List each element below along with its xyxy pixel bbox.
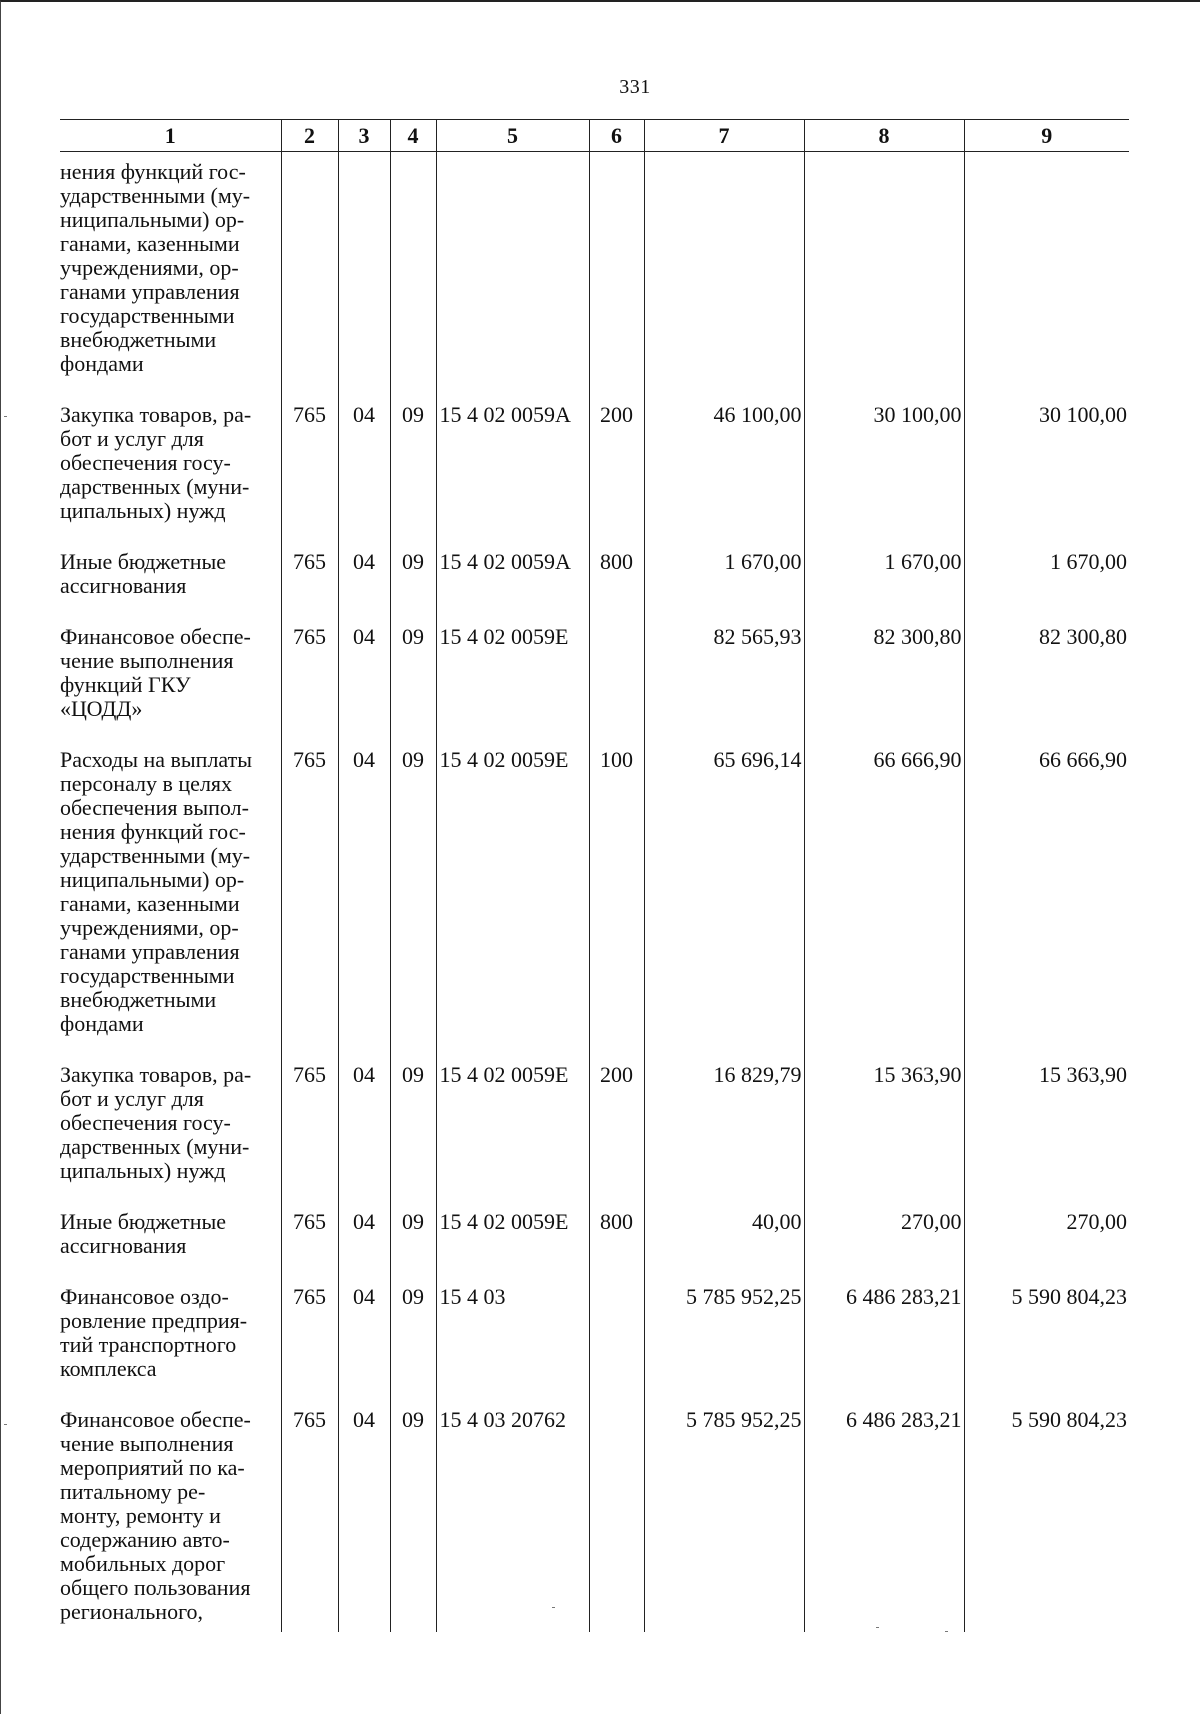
row-expense-type: 800 bbox=[589, 545, 644, 620]
row-amount-col7: 5 785 952,25 bbox=[644, 1403, 804, 1632]
row-target-article: 15 4 02 0059Е bbox=[436, 743, 589, 1058]
row-description: Финансовое обеспе- чение выполнения мероприятий по ка- питальному ре- монту, ремонту и содержанию авто- мобильных дорог общего пользования регионального, bbox=[60, 1407, 251, 1624]
row-expense-type: 200 bbox=[589, 398, 644, 545]
row-description: Иные бюджетные ассигнования bbox=[60, 549, 227, 598]
scan-speck bbox=[4, 1424, 7, 1425]
scan-speck bbox=[4, 416, 7, 417]
table-row bbox=[60, 152, 1129, 399]
row-amount-col9: 30 100,00 bbox=[964, 398, 1129, 545]
row-expense-type bbox=[589, 1280, 644, 1403]
row-amount-col7: 82 565,93 bbox=[644, 620, 804, 743]
row-target-article: 15 4 02 0059А bbox=[436, 545, 589, 620]
row-description: нения функций гос- ударственными (му- ниципальными) ор- ганами, казенными учреждениями, ор- ганами управления государственными внебюджетными фондами bbox=[60, 159, 251, 376]
row-ministry-code: 765 bbox=[281, 743, 338, 1058]
table-row bbox=[60, 743, 1129, 1058]
row-amount-col8: 30 100,00 bbox=[804, 398, 964, 545]
row-target-article bbox=[436, 152, 589, 399]
row-section-code: 04 bbox=[338, 1403, 390, 1632]
row-amount-col8: 6 486 283,21 bbox=[804, 1280, 964, 1403]
row-subsection-code bbox=[390, 152, 436, 399]
table-row bbox=[60, 1403, 1129, 1632]
header-row bbox=[60, 120, 1129, 152]
row-amount-col9: 15 363,90 bbox=[964, 1058, 1129, 1205]
row-section-code bbox=[338, 152, 390, 399]
scan-speck bbox=[945, 1631, 948, 1632]
scan-speck bbox=[876, 1627, 879, 1628]
column-header-8: 8 bbox=[804, 120, 964, 152]
row-amount-col8: 1 670,00 bbox=[804, 545, 964, 620]
table-row bbox=[60, 545, 1129, 620]
row-section-code: 04 bbox=[338, 545, 390, 620]
row-amount-col8: 66 666,90 bbox=[804, 743, 964, 1058]
row-ministry-code: 765 bbox=[281, 545, 338, 620]
row-subsection-code: 09 bbox=[390, 398, 436, 545]
row-expense-type bbox=[589, 152, 644, 399]
row-ministry-code: 765 bbox=[281, 1058, 338, 1205]
row-amount-col7 bbox=[644, 152, 804, 399]
column-header-5: 5 bbox=[436, 120, 589, 152]
row-subsection-code: 09 bbox=[390, 1205, 436, 1280]
row-expense-type bbox=[589, 620, 644, 743]
row-target-article: 15 4 02 0059Е bbox=[436, 620, 589, 743]
page-number: 331 bbox=[619, 76, 651, 98]
row-subsection-code: 09 bbox=[390, 1403, 436, 1632]
row-amount-col8: 270,00 bbox=[804, 1205, 964, 1280]
table-row bbox=[60, 1205, 1129, 1280]
table-body bbox=[60, 152, 1129, 1633]
row-expense-type: 800 bbox=[589, 1205, 644, 1280]
row-subsection-code: 09 bbox=[390, 743, 436, 1058]
row-expense-type: 200 bbox=[589, 1058, 644, 1205]
row-amount-col7: 5 785 952,25 bbox=[644, 1280, 804, 1403]
row-amount-col9: 5 590 804,23 bbox=[964, 1280, 1129, 1403]
row-amount-col8: 15 363,90 bbox=[804, 1058, 964, 1205]
table-row bbox=[60, 1280, 1129, 1403]
row-amount-col9: 82 300,80 bbox=[964, 620, 1129, 743]
row-amount-col7: 46 100,00 bbox=[644, 398, 804, 545]
budget-table bbox=[60, 119, 1129, 1632]
row-target-article: 15 4 02 0059А bbox=[436, 398, 589, 545]
row-ministry-code bbox=[281, 152, 338, 399]
row-ministry-code: 765 bbox=[281, 620, 338, 743]
row-amount-col7: 16 829,79 bbox=[644, 1058, 804, 1205]
row-amount-col9: 66 666,90 bbox=[964, 743, 1129, 1058]
row-subsection-code: 09 bbox=[390, 620, 436, 743]
row-amount-col8: 6 486 283,21 bbox=[804, 1403, 964, 1632]
row-target-article: 15 4 03 bbox=[436, 1280, 589, 1403]
column-header-7: 7 bbox=[644, 120, 804, 152]
row-expense-type bbox=[589, 1403, 644, 1632]
row-subsection-code: 09 bbox=[390, 545, 436, 620]
row-target-article: 15 4 03 20762 bbox=[436, 1403, 589, 1632]
row-ministry-code: 765 bbox=[281, 1403, 338, 1632]
row-amount-col8 bbox=[804, 152, 964, 399]
row-description: Закупка товаров, ра- бот и услуг для обеспечения госу- дарственных (муни- ципальных) нужд bbox=[60, 1062, 252, 1183]
row-amount-col7: 65 696,14 bbox=[644, 743, 804, 1058]
row-section-code: 04 bbox=[338, 398, 390, 545]
table-row bbox=[60, 398, 1129, 545]
row-section-code: 04 bbox=[338, 1280, 390, 1403]
column-header-3: 3 bbox=[338, 120, 390, 152]
table-row bbox=[60, 620, 1129, 743]
row-description: Финансовое обеспе- чение выполнения функций ГКУ «ЦОДД» bbox=[60, 624, 251, 721]
row-description: Финансовое оздо- ровление предприя- тий транспортного комплекса bbox=[60, 1284, 248, 1381]
table-header bbox=[60, 120, 1129, 152]
row-subsection-code: 09 bbox=[390, 1280, 436, 1403]
row-description: Закупка товаров, ра- бот и услуг для обеспечения госу- дарственных (муни- ципальных) нужд bbox=[60, 402, 252, 523]
table-row bbox=[60, 1058, 1129, 1205]
row-ministry-code: 765 bbox=[281, 398, 338, 545]
row-amount-col8: 82 300,80 bbox=[804, 620, 964, 743]
row-amount-col7: 40,00 bbox=[644, 1205, 804, 1280]
row-amount-col9: 5 590 804,23 bbox=[964, 1403, 1129, 1632]
row-target-article: 15 4 02 0059Е bbox=[436, 1058, 589, 1205]
row-ministry-code: 765 bbox=[281, 1280, 338, 1403]
column-header-1: 1 bbox=[60, 120, 281, 152]
row-section-code: 04 bbox=[338, 1205, 390, 1280]
scan-speck bbox=[552, 1607, 555, 1608]
row-amount-col7: 1 670,00 bbox=[644, 545, 804, 620]
row-ministry-code: 765 bbox=[281, 1205, 338, 1280]
column-header-4: 4 bbox=[390, 120, 436, 152]
row-section-code: 04 bbox=[338, 1058, 390, 1205]
row-target-article: 15 4 02 0059Е bbox=[436, 1205, 589, 1280]
row-subsection-code: 09 bbox=[390, 1058, 436, 1205]
row-amount-col9: 270,00 bbox=[964, 1205, 1129, 1280]
row-description: Иные бюджетные ассигнования bbox=[60, 1209, 227, 1258]
column-header-6: 6 bbox=[589, 120, 644, 152]
row-expense-type: 100 bbox=[589, 743, 644, 1058]
row-amount-col9 bbox=[964, 152, 1129, 399]
row-section-code: 04 bbox=[338, 743, 390, 1058]
row-amount-col9: 1 670,00 bbox=[964, 545, 1129, 620]
row-section-code: 04 bbox=[338, 620, 390, 743]
row-description: Расходы на выплаты персоналу в целях обеспечения выпол- нения функций гос- ударственными (му- ниципальными) ор- ганами, казенными учреждениями, ор- ганами управления государственными внебюджетными фондами bbox=[60, 747, 253, 1036]
column-header-2: 2 bbox=[281, 120, 338, 152]
column-header-9: 9 bbox=[964, 120, 1129, 152]
